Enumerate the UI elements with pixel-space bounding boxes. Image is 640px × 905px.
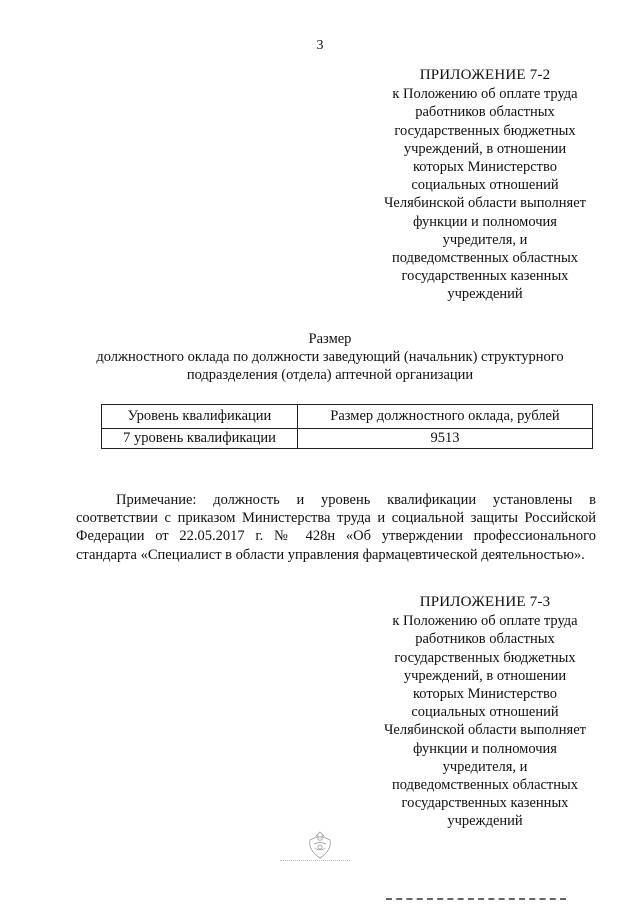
appendix-line: учредителя, и	[442, 231, 528, 248]
appendix-line: функции и полномочия	[413, 740, 557, 757]
appendix-line: государственных бюджетных	[394, 122, 576, 139]
column-header-qualification: Уровень квалификации	[102, 405, 298, 429]
heading-subtitle-line: подразделения (отдела) аптечной организации	[186, 367, 474, 383]
cell-qualification-level: 7 уровень квалификации	[102, 429, 298, 449]
appendix-line: учреждений, в отношении	[403, 140, 567, 157]
appendix-line: Челябинской области выполняет	[384, 195, 586, 212]
table-row	[102, 429, 593, 449]
appendix-line: учреждений	[447, 286, 523, 303]
cell-salary-amount: 9513	[298, 429, 593, 449]
appendix-line: которых Министерство	[412, 159, 558, 176]
appendix-title: ПРИЛОЖЕНИЕ 7-3	[419, 594, 551, 610]
appendix-line: к Положению об оплате труда	[392, 86, 578, 103]
coat-of-arms-stamp-icon	[300, 828, 340, 864]
heading-title: Размер	[308, 331, 352, 347]
appendix-line: работников областных	[415, 104, 555, 121]
appendix-line: государственных казенных	[401, 795, 569, 812]
appendix-title: ПРИЛОЖЕНИЕ 7-2	[419, 67, 551, 83]
scan-edge-marks	[386, 898, 566, 903]
appendix-line: государственных бюджетных	[394, 649, 576, 666]
appendix-line: учреждений, в отношении	[403, 667, 567, 684]
column-header-salary: Размер должностного оклада, рублей	[298, 405, 593, 429]
appendix-line: к Положению об оплате труда	[392, 613, 578, 630]
document-heading	[60, 330, 600, 384]
appendix-line: учреждений	[447, 813, 523, 830]
note-text: Примечание: должность и уровень квалификации установлены в соответствии с приказом Министерства труда и социальной защиты Российской Федерации от 22.05.2017 г. № 428н «Об утверждении профессионального стандарта «Специалист в области управления фармацевтической деятельностью».	[76, 492, 596, 563]
appendix-line: социальных отношений	[411, 177, 559, 194]
appendix-line: учредителя, и	[442, 758, 528, 775]
appendix-7-3-header	[368, 593, 602, 831]
appendix-line: подведомственных областных	[391, 777, 579, 794]
heading-subtitle-line: должностного оклада по должности заведующий (начальник) структурного	[96, 349, 564, 365]
page-number: 3	[316, 38, 324, 53]
appendix-line: работников областных	[415, 631, 555, 648]
appendix-line: подведомственных областных	[391, 250, 579, 267]
appendix-7-2-header	[368, 66, 602, 304]
salary-table	[101, 404, 593, 449]
note-paragraph	[76, 491, 596, 564]
stamp-dotted-line	[280, 860, 350, 862]
table-header-row	[102, 405, 593, 429]
appendix-line: социальных отношений	[411, 704, 559, 721]
appendix-line: функции и полномочия	[413, 213, 557, 230]
appendix-line: государственных казенных	[401, 268, 569, 285]
appendix-line: Челябинской области выполняет	[384, 722, 586, 739]
appendix-line: которых Министерство	[412, 686, 558, 703]
